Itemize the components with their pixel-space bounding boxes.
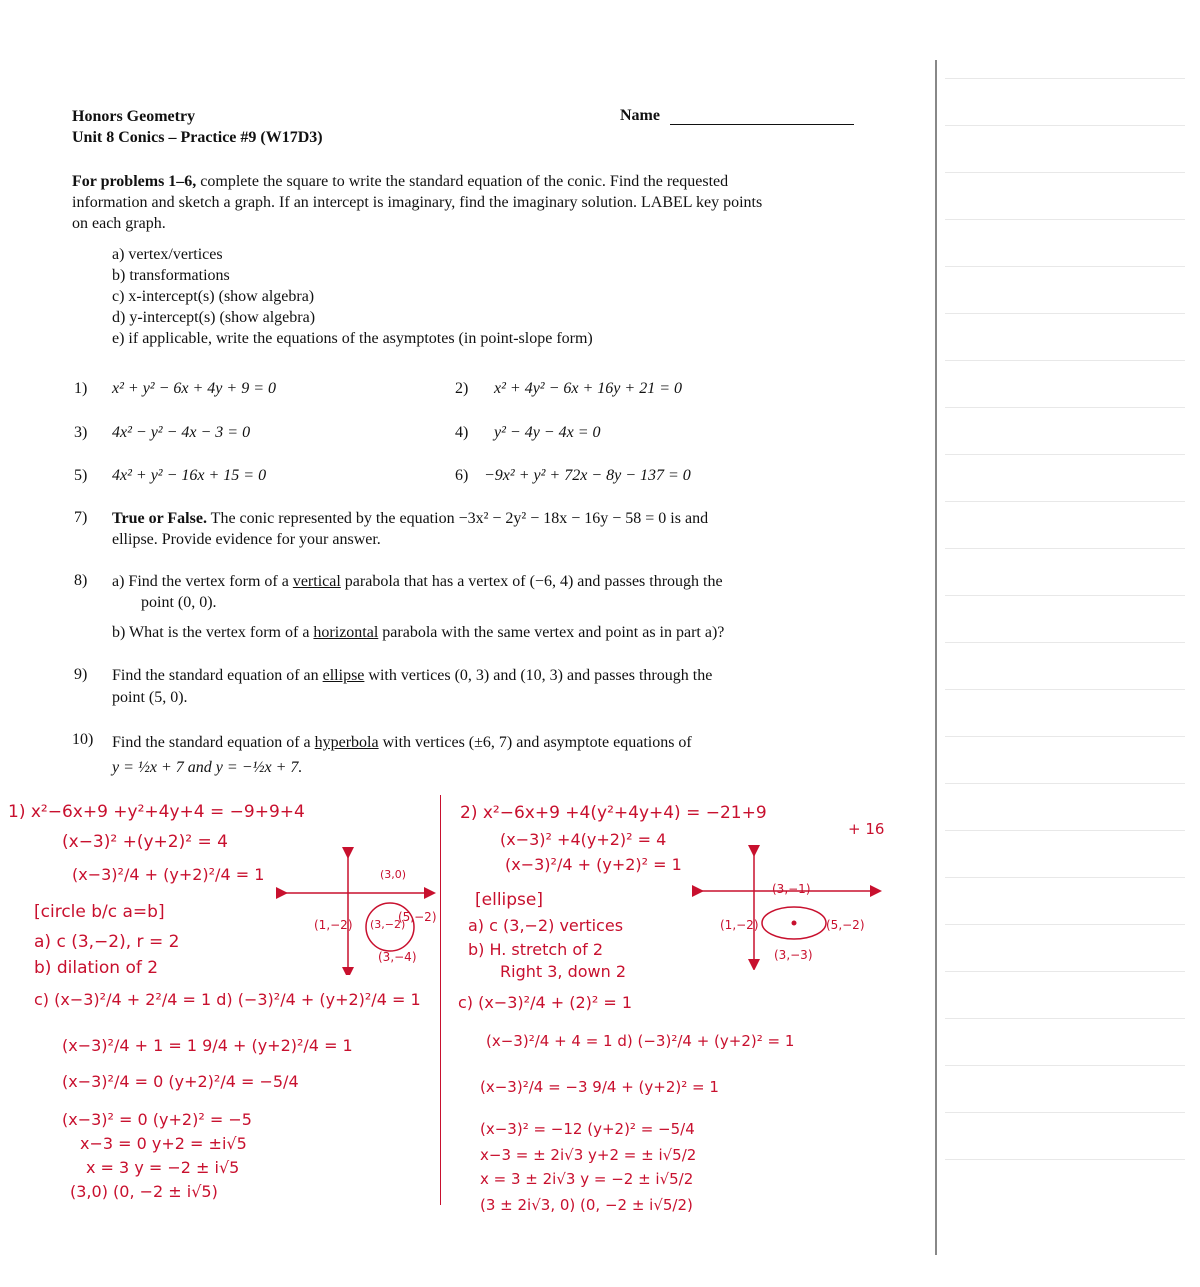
problem-number: 5) xyxy=(74,467,88,484)
problem-number: 4) xyxy=(455,424,469,441)
problem-9-underline: ellipse xyxy=(322,667,365,684)
problem-8b xyxy=(112,624,724,642)
problem-8-text: parabola with the same vertex and point as in part a)? xyxy=(378,624,725,641)
margin-line xyxy=(935,60,937,1255)
hw-right-7: b) H. stretch of 2 xyxy=(468,940,604,959)
hw-left-6: b) dilation of 2 xyxy=(34,958,159,978)
problem-10-text: Find the standard equation of a xyxy=(112,734,315,751)
graph-label: (3,−4) xyxy=(378,950,417,964)
hw-right-4: (x−3)²/4 + (y+2)² = 1 xyxy=(505,855,682,874)
graph-label: (3,−3) xyxy=(774,948,813,962)
problem-8-text: point (0, 0). xyxy=(141,594,217,611)
hw-right-15: (3 ± 2i√3, 0) (0, −2 ± i√5/2) xyxy=(480,1196,693,1214)
problem-2-equation: x² + 4y² − 6x + 16y + 21 = 0 xyxy=(494,380,682,397)
problem-10-text: y = ½x + 7 and y = −½x + 7. xyxy=(112,759,303,776)
problem-10 xyxy=(112,730,902,780)
hw-left-8: (x−3)²/4 + 1 = 1 9/4 + (y+2)²/4 = 1 xyxy=(62,1036,353,1055)
hw-right-3: (x−3)² +4(y+2)² = 4 xyxy=(500,830,667,849)
hw-left-10: (x−3)² = 0 (y+2)² = −5 xyxy=(62,1110,252,1129)
hw-right-6: a) c (3,−2) vertices xyxy=(468,916,624,935)
graph-label: (3,−1) xyxy=(772,882,811,896)
problem-3-equation: 4x² − y² − 4x − 3 = 0 xyxy=(112,424,251,441)
hw-left-7: c) (x−3)²/4 + 2²/4 = 1 d) (−3)²/4 + (y+2)²/4 = 1 xyxy=(34,990,421,1009)
problem-number: 10) xyxy=(72,731,94,748)
hw-left-3: (x−3)²/4 + (y+2)²/4 = 1 xyxy=(72,865,265,884)
problem-8-text: parabola that has a vertex of (−6, 4) and passes through the xyxy=(340,573,723,590)
hw-right-10: (x−3)²/4 + 4 = 1 d) (−3)²/4 + (y+2)² = 1 xyxy=(486,1032,795,1050)
problem-9 xyxy=(112,665,902,709)
hw-left-1: 1) x²−6x+9 +y²+4y+4 = −9+9+4 xyxy=(8,802,305,822)
problem-1-equation: x² + y² − 6x + 4y + 9 = 0 xyxy=(112,380,276,397)
instructions-text2: information and sketch a graph. If an intercept is imaginary, find the imaginary solution. LABEL key points xyxy=(72,194,763,211)
hw-left-9: (x−3)²/4 = 0 (y+2)²/4 = −5/4 xyxy=(62,1072,299,1091)
graph-label: (5,−2) xyxy=(398,910,437,924)
hw-right-5: [ellipse] xyxy=(475,890,543,910)
problem-8-text: a) Find the vertex form of a xyxy=(112,573,293,590)
problem-6-equation: −9x² + y² + 72x − 8y − 137 = 0 xyxy=(484,467,691,484)
instructions-text3: on each graph. xyxy=(72,215,166,232)
hw-left-2: (x−3)² +(y+2)² = 4 xyxy=(62,832,228,852)
hw-left-13: (3,0) (0, −2 ± i√5) xyxy=(70,1182,218,1201)
graph-label: (5,−2) xyxy=(826,918,865,932)
hw-right-8: Right 3, down 2 xyxy=(500,962,627,981)
column-divider xyxy=(440,795,441,1205)
problem-number: 8) xyxy=(74,572,88,589)
name-field[interactable] xyxy=(670,124,854,125)
problem-number: 6) xyxy=(455,467,469,484)
name-label: Name xyxy=(620,107,660,124)
graph-label: (3,0) xyxy=(380,868,407,881)
problem-7-text: The conic represented by the equation −3x² − 2y² − 18x − 16y − 58 = 0 is and xyxy=(206,510,709,527)
problem-9-text: Find the standard equation of an xyxy=(112,667,323,684)
problem-7 xyxy=(112,508,912,550)
hw-left-12: x = 3 y = −2 ± i√5 xyxy=(86,1158,240,1177)
hw-right-13: x−3 = ± 2i√3 y+2 = ± i√5/2 xyxy=(480,1146,697,1164)
problem-4-equation: y² − 4y − 4x = 0 xyxy=(494,424,601,441)
hw-right-2: + 16 xyxy=(848,820,885,838)
graph-label: (3,−2) xyxy=(370,918,406,931)
instructions xyxy=(72,171,872,234)
requested-item: b) transformations xyxy=(112,267,230,284)
problem-10-text: with vertices (±6, 7) and asymptote equations of xyxy=(378,734,692,751)
problem-number: 7) xyxy=(74,509,88,526)
problem-5-equation: 4x² + y² − 16x + 15 = 0 xyxy=(112,467,267,484)
hw-right-12: (x−3)² = −12 (y+2)² = −5/4 xyxy=(480,1120,695,1138)
hw-right-9: c) (x−3)²/4 + (2)² = 1 xyxy=(458,993,633,1012)
unit-title: Unit 8 Conics – Practice #9 (W17D3) xyxy=(72,129,323,146)
requested-item: c) x-intercept(s) (show algebra) xyxy=(112,288,315,305)
requested-item: e) if applicable, write the equations of the asymptotes (in point-slope form) xyxy=(112,330,593,347)
problem-8-underline: horizontal xyxy=(313,624,379,641)
problem-9-text: with vertices (0, 3) and (10, 3) and passes through the xyxy=(364,667,713,684)
problem-number: 2) xyxy=(455,380,469,397)
problem-8-text: b) What is the vertex form of a xyxy=(112,624,314,641)
requested-list xyxy=(112,244,593,349)
problem-7-text: ellipse. Provide evidence for your answer. xyxy=(112,531,381,548)
ruled-paper xyxy=(945,70,1185,1250)
problem-9-text: point (5, 0). xyxy=(112,689,188,706)
problem-10-underline: hyperbola xyxy=(314,734,379,751)
problem-8 xyxy=(112,571,902,613)
requested-item: d) y-intercept(s) (show algebra) xyxy=(112,309,316,326)
course-title: Honors Geometry xyxy=(72,108,196,125)
problem-7-lead: True or False. xyxy=(112,510,207,527)
hw-right-14: x = 3 ± 2i√3 y = −2 ± i√5/2 xyxy=(480,1170,694,1188)
hw-right-1: 2) x²−6x+9 +4(y²+4y+4) = −21+9 xyxy=(460,803,767,823)
graph-label: (1,−2) xyxy=(314,918,353,932)
problem-8-underline: vertical xyxy=(292,573,341,590)
problem-number: 3) xyxy=(74,424,88,441)
problem-number: 1) xyxy=(74,380,88,397)
hw-right-11: (x−3)²/4 = −3 9/4 + (y+2)² = 1 xyxy=(480,1078,719,1096)
graph-label: (1,−2) xyxy=(720,918,759,932)
hw-left-11: x−3 = 0 y+2 = ±i√5 xyxy=(80,1134,247,1153)
requested-item: a) vertex/vertices xyxy=(112,246,223,263)
hw-left-4: [circle b/c a=b] xyxy=(34,902,165,922)
hw-left-5: a) c (3,−2), r = 2 xyxy=(34,932,180,952)
problem-number: 9) xyxy=(74,666,88,683)
instructions-lead: For problems 1–6, xyxy=(72,173,197,190)
instructions-text1: complete the square to write the standard equation of the conic. Find the requested xyxy=(196,173,729,190)
